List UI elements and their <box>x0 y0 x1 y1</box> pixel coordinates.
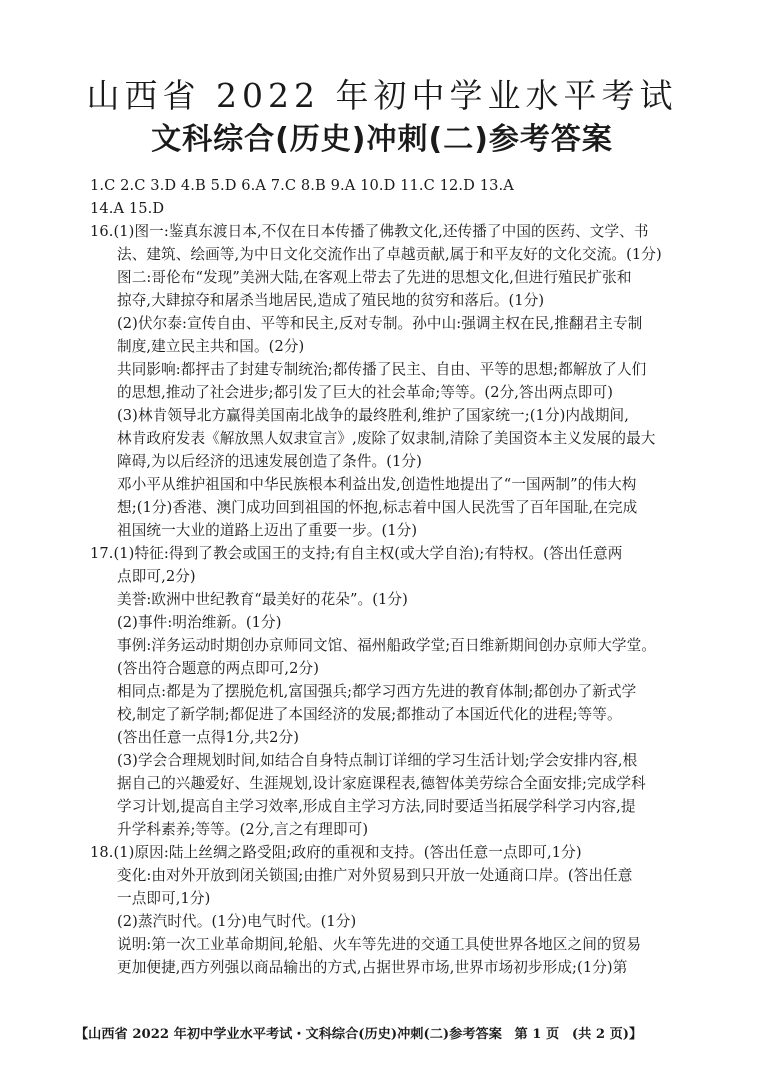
answer-line: 16.(1)图一:鉴真东渡日本,不仅在日本传播了佛教文化,还传播了中国的医药、文学、书 <box>90 223 649 240</box>
footer-title: 【山西省 2022 年初中学业水平考试・文科综合(历史)冲刺(二)参考答案 <box>75 1027 502 1042</box>
page-footer <box>75 1025 695 1045</box>
answer-line: (2)蒸汽时代。(1分)电气时代。(1分) <box>117 913 357 930</box>
answer-line: 想;(1分)香港、澳门成功回到祖国的怀抱,标志着中国人民洗雪了百年国耻,在完成 <box>117 499 638 516</box>
answer-line: 相同点:都是为了摆脱危机,富国强兵;都学习西方先进的教育体制;都创办了新式学 <box>117 683 637 700</box>
answer-line: (2)事件:明治维新。(1分) <box>117 614 282 631</box>
answer-line: (3)林肯领导北方赢得美国南北战争的最终胜利,维护了国家统一;(1分)内战期间, <box>117 407 629 424</box>
answer-line: 17.(1)特征:得到了教会或国王的支持;有自主权(或大学自治);有特权。(答出任意两 <box>90 545 623 562</box>
answer-line: 学习计划,提高自主学习效率,形成自主学习方法,同时要适当拓展学科学习内容,提 <box>117 798 636 815</box>
answer-line: 升学科素养;等等。(2分,言之有理即可) <box>117 821 369 838</box>
answer-line: 邓小平从维护祖国和中华民族根本利益出发,创造性地提出了“一国两制”的伟大构 <box>117 476 637 493</box>
answer-line: 点即可,2分) <box>117 568 196 585</box>
answer-line: 一点即可,1分) <box>117 890 211 907</box>
answer-line: 祖国统一大业的道路上迈出了重要一步。(1分) <box>117 522 418 539</box>
answer-line: 美誉:欧洲中世纪教育“最美好的花朵”。(1分) <box>117 591 408 608</box>
choice-answers-line: 14.A 15.D <box>90 200 165 217</box>
answer-line: (答出符合题意的两点即可,2分) <box>117 660 320 677</box>
page-number: 第 1 页 <box>514 1027 560 1042</box>
answer-line: 共同影响:都抨击了封建专制统治;都传播了民主、自由、平等的思想;都解放了人们 <box>117 361 647 378</box>
answer-line: 18.(1)原因:陆上丝绸之路受阻;政府的重视和支持。(答出任意一点即可,1分) <box>90 844 582 861</box>
question-16 <box>90 220 690 542</box>
question-17 <box>90 542 690 841</box>
answer-line: (2)伏尔泰:宣传自由、平等和民主,反对专制。孙中山:强调主权在民,推翻君主专制 <box>117 315 643 332</box>
answer-line: 更加便捷,西方列强以商品输出的方式,占据世界市场,世界市场初步形成;(1分)第 <box>117 959 628 976</box>
answer-line: 变化:由对外开放到闭关锁国;由推广对外贸易到只开放一处通商口岸。(答出任意 <box>117 867 633 884</box>
answer-line: 的思想,推动了社会进步;都引发了巨大的社会革命;等等。(2分,答出两点即可) <box>117 384 613 401</box>
answer-line: 校,制定了新学制;都促进了本国经济的发展;都推动了本国近代化的进程;等等。 <box>117 706 622 723</box>
choice-answers-line: 1.C 2.C 3.D 4.B 5.D 6.A 7.C 8.B 9.A 10.D 11.C 12.D 13.A <box>90 177 514 194</box>
page-subtitle: 文科综合(历史)冲刺(二)参考答案 <box>151 122 613 157</box>
answer-line: 说明:第一次工业革命期间,轮船、火车等先进的交通工具使世界各地区之间的贸易 <box>117 936 642 953</box>
answer-line: 林肯政府发表《解放黑人奴隶宣言》,废除了奴隶制,清除了美国资本主义发展的最大 <box>117 430 656 447</box>
answer-line: (3)学会合理规划时间,如结合自身特点制订详细的学习生活计划;学会安排内容,根 <box>117 752 638 769</box>
page-title: 山西省 2022 年初中学业水平考试 <box>86 76 678 115</box>
answer-line: 障碍,为以后经济的迅速发展创造了条件。(1分) <box>117 453 422 470</box>
answer-line: 制度,建立民主共和国。(2分) <box>117 338 305 355</box>
page-total: (共 2 页)】 <box>571 1027 643 1042</box>
answer-line: 图二:哥伦布“发现”美洲大陆,在客观上带去了先进的思想文化,但进行殖民扩张和 <box>117 269 632 286</box>
answer-body <box>90 174 690 979</box>
answer-line: 据自己的兴趣爱好、生涯规划,设计家庭课程表,德智体美劳综合全面安排;完成学科 <box>117 775 646 792</box>
answer-line: 事例:洋务运动时期创办京师同文馆、福州船政学堂;百日维新期间创办京师大学堂。 <box>117 637 657 654</box>
answer-line: (答出任意一点得1分,共2分) <box>117 729 300 746</box>
answer-line: 掠夺,大肆掠夺和屠杀当地居民,造成了殖民地的贫穷和落后。(1分) <box>117 292 545 309</box>
question-18 <box>90 841 690 979</box>
answer-line: 法、建筑、绘画等,为中日文化交流作出了卓越贡献,属于和平友好的文化交流。(1分) <box>117 246 662 263</box>
